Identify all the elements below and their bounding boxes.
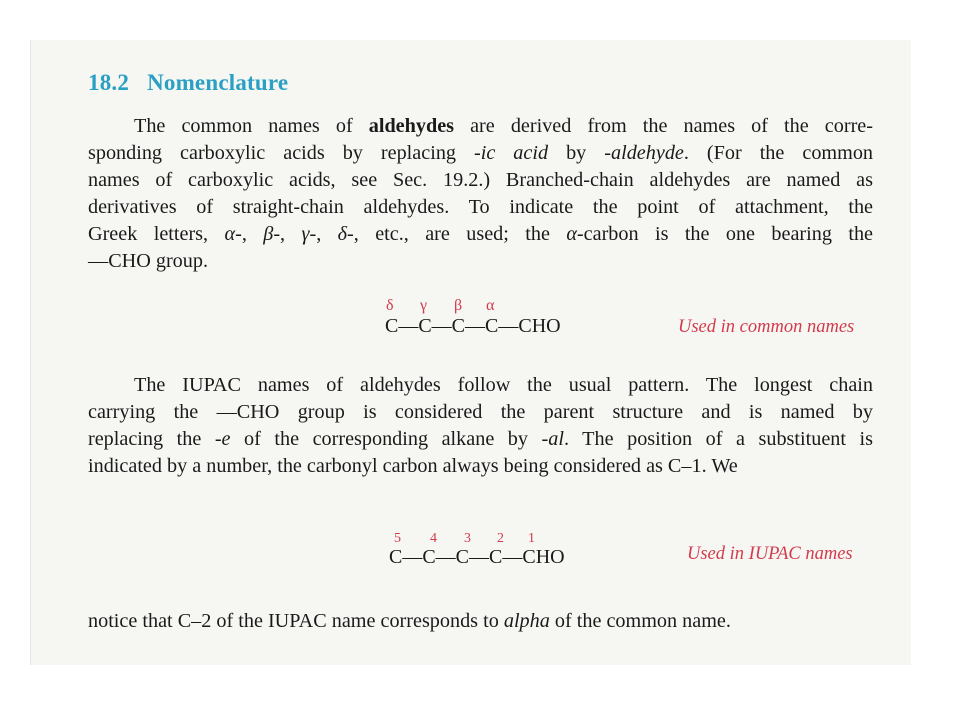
paragraph-line: names of carboxylic acids, see Sec. 19.2.) Branched-chain aldehydes are named as [88, 169, 873, 191]
italic-term: -al [541, 428, 564, 450]
italic-term: α [224, 223, 236, 245]
italic-term: β [263, 223, 274, 245]
paragraph-iupac-names [88, 372, 873, 480]
paragraph-line: Greek letters, α-, β-, γ-, δ-, etc., are used; the α-carbon is the one bearing the [88, 223, 873, 245]
italic-term: -ic acid [474, 142, 549, 164]
section-heading [88, 70, 288, 96]
greek-label-gamma: γ [420, 297, 428, 314]
greek-label-beta: β [454, 297, 463, 314]
paragraph-notice [88, 608, 878, 635]
number-label-5: 5 [394, 531, 401, 546]
paragraph-line: derivatives of straight-chain aldehydes. To indicate the point of attachment, the [88, 196, 873, 218]
paragraph-line: The IUPAC names of aldehydes follow the usual pattern. The longest chain [134, 374, 873, 396]
common-names-caption: Used in common names [678, 317, 855, 337]
paragraph-line: The common names of aldehydes are derived from the names of the corre- [134, 115, 873, 137]
iupac-chain-formula: C—C—C—C—CHO [389, 546, 565, 568]
paragraph-line: sponding carboxylic acids by replacing -ic acid by -aldehyde. (For the common [88, 142, 874, 164]
number-label-2: 2 [497, 531, 504, 546]
greek-label-alpha: α [486, 297, 495, 314]
paragraph-line: —CHO group. [88, 250, 209, 272]
section-number: 18.2 [88, 70, 130, 95]
bold-term: aldehydes [368, 115, 455, 137]
paragraph-line: notice that C–2 of the IUPAC name corresponds to alpha of the common name. [88, 610, 731, 632]
italic-term: alpha [503, 610, 550, 632]
iupac-names-caption: Used in IUPAC names [687, 544, 853, 564]
number-label-1: 1 [528, 531, 535, 546]
greek-labels-row [386, 297, 506, 317]
number-label-3: 3 [464, 531, 471, 546]
italic-term: -e [214, 428, 231, 450]
section-title: Nomenclature [147, 70, 289, 95]
paragraph-common-names [88, 113, 873, 275]
common-chain-formula: C—C—C—C—CHO [385, 315, 561, 337]
italic-term: -aldehyde [604, 142, 684, 164]
greek-label-delta: δ [386, 297, 394, 314]
paragraph-line: replacing the -e of the corresponding alkane by -al. The position of a substituent is [88, 428, 873, 450]
number-label-4: 4 [430, 531, 437, 546]
italic-term: δ [337, 223, 348, 245]
italic-term: γ [301, 223, 310, 245]
italic-term: α [566, 223, 577, 245]
paragraph-line: carrying the —CHO group is considered the parent structure and is named by [88, 401, 873, 423]
paragraph-line: indicated by a number, the carbonyl carbon always being considered as C–1. We [88, 455, 738, 477]
